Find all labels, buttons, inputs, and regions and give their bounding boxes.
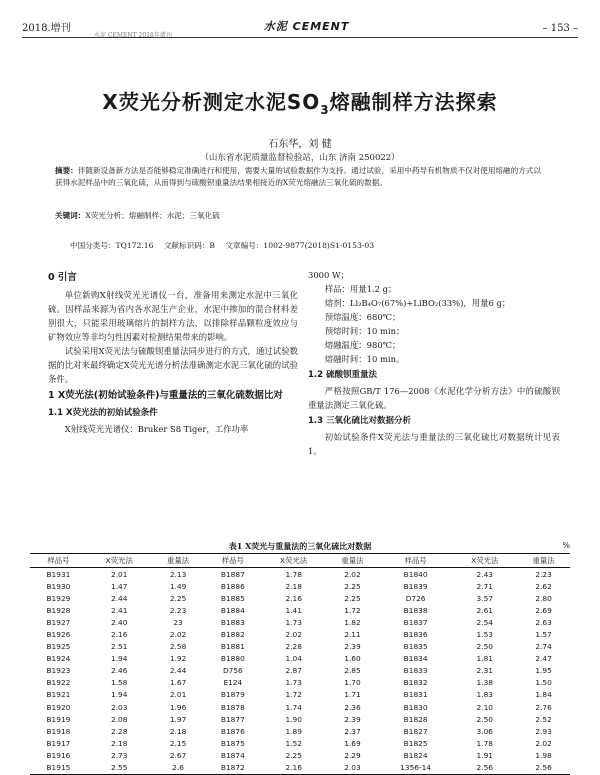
table-cell: 2.25: [344, 593, 361, 603]
table-cell: 2.44: [111, 593, 128, 603]
instrument-line: X射线荧光光谱仪：Bruker S8 Tiger，工作功率: [64, 424, 249, 434]
left-column: [48, 268, 298, 436]
table-cell: B1919: [46, 714, 71, 724]
table-cell: 2.61: [476, 605, 493, 615]
paper-title: X荧光分析测定水泥$SO_3$熔融制样方法探索: [102, 90, 498, 117]
table-cell: 3.06: [476, 726, 493, 736]
right-column: [308, 268, 560, 458]
table-header-cell: X荧光法: [87, 554, 152, 568]
table-cell: 1.04: [285, 654, 302, 664]
table-cell: 2.46: [111, 666, 128, 676]
intro-paragraph-2: 试验采用X荧光法与硫酸钡重量法同步进行的方式，通过试验数据的比对来最终确定X荧光光谱分析法准确测定水泥三氧化硫的试验条件。: [48, 346, 298, 384]
table-cell: 2.01: [111, 569, 128, 579]
table-cell: 2.10: [476, 702, 493, 712]
table-cell: 1.84: [535, 690, 552, 700]
table-cell: 1.58: [111, 678, 128, 688]
table-row: [30, 689, 570, 701]
table-cell: 2.80: [535, 593, 552, 603]
table-cell: 2.08: [111, 714, 128, 724]
table-header-cell: X荧光法: [261, 554, 326, 568]
table-cell: 1.95: [535, 666, 552, 676]
table-cell: 2.29: [344, 750, 361, 760]
table-row: [30, 713, 570, 725]
table-cell: B1923: [46, 666, 71, 676]
table-cell: 2.6: [152, 762, 205, 775]
table-row: [30, 665, 570, 677]
table-cell: 2.51: [111, 642, 128, 652]
table-cell: 2.18: [169, 726, 187, 736]
header-small-text: 水泥 CEMENT 2018年增刊: [94, 32, 172, 39]
power-line: 3000 W；: [308, 270, 349, 280]
abstract: 摘要：伴随新设备新方法是否能够稳定准确进行和使用，需要大量的试验数据作为支持。通过试验，采用中药导有机物质不仅对使用熔融的方式以获得水泥样品中的三氧化硫，从而得到与硫酸钡重量法结果相接近的X荧光熔融法三氧化硫的数据。: [55, 166, 541, 187]
table-row: [30, 641, 570, 653]
table-cell: B1881: [220, 642, 245, 652]
journal-issue: 2018.增刊: [22, 23, 71, 34]
table-cell: 1.73: [285, 678, 302, 688]
table-row: [30, 628, 570, 640]
table-cell: B1885: [220, 593, 245, 603]
table-cell: 2.54: [476, 617, 493, 627]
table-cell: 2.02: [535, 738, 552, 748]
table-cell: B1824: [403, 750, 428, 760]
table-cell: B1920: [46, 702, 71, 712]
table-cell: 1.52: [285, 738, 302, 748]
table-cell: 2.56: [452, 762, 517, 775]
table-cell: 1.57: [535, 630, 552, 640]
sample-line: 样品：用量1.2 g；: [324, 284, 397, 294]
melttime-line: 熔融时间：10 min。: [324, 354, 405, 364]
table-cell: 1.94: [111, 654, 128, 664]
table-cell: 2.28: [285, 642, 302, 652]
table-cell: B1832: [403, 678, 428, 688]
table-cell: 2.18: [285, 581, 302, 591]
table-cell: 1.72: [285, 690, 302, 700]
table-cell: 1.78: [476, 738, 493, 748]
table-header-cell: X荧光法: [452, 554, 517, 568]
table-cell: B1884: [220, 605, 245, 615]
table-cell: B1924: [46, 654, 71, 664]
table-cell: 2.55: [87, 762, 152, 775]
table-cell: B1833: [403, 666, 428, 676]
table-cell: B1931: [46, 569, 71, 579]
table-cell: B1876: [220, 726, 245, 736]
table-cell: 2.36: [344, 702, 361, 712]
table-row: [30, 616, 570, 628]
journal-logo: 水泥 CEMENT: [263, 20, 350, 33]
table-cell: 2.18: [111, 738, 128, 748]
table-cell: B1918: [46, 726, 71, 736]
table-cell: B1840: [403, 569, 428, 579]
table-cell: 2.43: [476, 569, 493, 579]
table-cell: 23: [173, 617, 183, 627]
table-cell: B1875: [220, 738, 245, 748]
table-cell: B1927: [46, 617, 71, 627]
table-header-cell: 重量法: [326, 554, 379, 568]
table-cell: B1925: [46, 642, 71, 652]
table-cell: 2.16: [261, 762, 326, 775]
table-cell: D756: [222, 666, 243, 676]
table-cell: 2.58: [169, 642, 187, 652]
table-cell: 1.98: [535, 750, 552, 760]
table-header-cell: 样品号: [204, 554, 261, 568]
table-cell: 1.81: [476, 654, 493, 664]
table-cell: 2.85: [344, 666, 361, 676]
table-row: [30, 725, 570, 737]
table-cell: 2.28: [111, 726, 128, 736]
table-cell: 1.69: [344, 738, 361, 748]
table-cell: 2.25: [285, 750, 302, 760]
table-cell: 1.47: [111, 581, 128, 591]
table-cell: 2.01: [169, 690, 187, 700]
subsection-heading: 1.1 X荧光法的初始试验条件: [48, 408, 158, 418]
table-cell: 1.71: [344, 690, 361, 700]
comparison-table: [30, 553, 570, 775]
table-cell: B1839: [403, 581, 428, 591]
table-cell: 2.23: [535, 569, 552, 579]
table-cell: 1.94: [111, 690, 128, 700]
table-cell: 1.41: [285, 605, 302, 615]
table-cell: 1.74: [285, 702, 302, 712]
section-heading: 1 X荧光法(初始试验条件)与重量法的三氧化硫数据比对: [48, 390, 283, 401]
table-cell: B1834: [403, 654, 428, 664]
table-unit: %: [562, 541, 570, 550]
table-cell: 2.03: [111, 702, 128, 712]
table-cell: 2.23: [169, 605, 187, 615]
table-cell: 2.16: [111, 630, 128, 640]
table-row: [30, 580, 570, 592]
table-cell: 1.38: [476, 678, 493, 688]
table-cell: 2.25: [169, 593, 187, 603]
table-cell: 2.52: [535, 714, 552, 724]
intro-paragraph-1: 单位新购X射线荧光光谱仪一台，准备用来测定水泥中三氧化硫。因样品来源为省内各水泥生产企业，水泥中掺加的混合材料差别很大，只能采用玻璃熔片的制样方法，以排除样品颗粒度效应与矿物效应等非均匀性因素对检测结果带来的影响。: [48, 290, 298, 342]
table-cell: B1882: [220, 630, 245, 640]
table-cell: 1.53: [476, 630, 493, 640]
table-cell: 2.87: [285, 666, 302, 676]
table-row: [30, 762, 570, 775]
table-row: [30, 592, 570, 604]
affiliation: （山东省水泥质量监督检验站，山东 济南 250022）: [200, 153, 400, 163]
table-cell: B1886: [220, 581, 245, 591]
table-cell: B1877: [220, 714, 245, 724]
table-cell: B1827: [403, 726, 428, 736]
table-cell: 2.44: [169, 666, 187, 676]
table-row: [30, 737, 570, 749]
table-cell: 2.63: [535, 617, 552, 627]
table-cell: 2.41: [111, 605, 128, 615]
classification-line: 中国分类号：TQ172.16 文献标识码：B 文章编号：1002-9877(2018)S1-0153-03: [70, 241, 375, 250]
table-caption: 表1 X荧光与重量法的三氧化硫比对数据 %: [228, 541, 570, 551]
table-cell: 1.90: [285, 714, 302, 724]
table-cell: 1.82: [344, 617, 361, 627]
table-cell: D726: [405, 593, 426, 603]
subsection-heading: 1.2 硫酸钡重量法: [308, 370, 378, 380]
section-heading: 0 引言: [48, 272, 77, 283]
table-cell: 2.37: [344, 726, 361, 736]
table-cell: B1921: [46, 690, 71, 700]
table-cell: 1.72: [344, 605, 361, 615]
table-cell: 1.73: [285, 617, 302, 627]
page-header: [22, 10, 578, 38]
table-cell: B1835: [403, 642, 428, 652]
table-cell: B1922: [46, 678, 71, 688]
table-cell: B1916: [46, 750, 71, 760]
table-cell: B1874: [220, 750, 245, 760]
table-cell: E124: [223, 678, 243, 688]
table-cell: 2.50: [476, 642, 493, 652]
table-cell: 2.13: [169, 569, 187, 579]
table-row: [30, 701, 570, 713]
table-cell: 2.25: [344, 581, 361, 591]
table-cell: 2.47: [535, 654, 552, 664]
table-cell: 1.78: [285, 569, 302, 579]
table-cell: B1836: [403, 630, 428, 640]
table-cell: B1828: [403, 714, 428, 724]
table-cell: B1825: [403, 738, 428, 748]
table-cell: 1.89: [285, 726, 302, 736]
analysis-paragraph: 初始试验条件X荧光法与重量法的三氧化硫比对数据统计见表1。: [308, 432, 560, 456]
table-cell: 2.50: [476, 714, 493, 724]
page-number: – 153 –: [542, 23, 578, 34]
flux-line: 熔剂：Li₂B₄O₇(67%)+LiBO₂(33%)，用量6 g；: [324, 298, 511, 308]
preheat-line: 预熔温度：680℃；: [324, 312, 401, 322]
table-cell: 2.76: [535, 702, 552, 712]
table-cell: 2.56: [517, 762, 570, 775]
table-cell: 1356-14: [379, 762, 452, 775]
table-cell: 2.02: [344, 569, 361, 579]
table-cell: 2.69: [535, 605, 552, 615]
table-body: [30, 568, 570, 775]
table-cell: 2.71: [476, 581, 493, 591]
table-cell: 2.31: [476, 666, 493, 676]
authors: 石东华，刘 健: [268, 139, 332, 150]
table-cell: 2.03: [326, 762, 379, 775]
table-cell: B1928: [46, 605, 71, 615]
table-cell: 2.73: [111, 750, 128, 760]
table-cell: 2.39: [344, 714, 361, 724]
table-cell: B1879: [220, 690, 245, 700]
table-cell: B1929: [46, 593, 71, 603]
table-cell: B1830: [403, 702, 428, 712]
table-header-cell: 样品号: [379, 554, 452, 568]
table-header-cell: 重量法: [152, 554, 205, 568]
table-cell: 2.40: [111, 617, 128, 627]
table-row: [30, 568, 570, 581]
table-header-cell: 样品号: [30, 554, 87, 568]
gravimetric-paragraph: 严格按照GB/T 176—2008《水泥化学分析方法》中的硫酸钡重量法测定三氧化硫。: [308, 386, 560, 410]
table-cell: 2.39: [344, 642, 361, 652]
table-cell: 2.62: [535, 581, 552, 591]
table-cell: 1.50: [535, 678, 552, 688]
table-cell: B1915: [30, 762, 87, 775]
melttemp-line: 熔融温度：980℃；: [324, 340, 401, 350]
table-cell: 2.02: [169, 630, 187, 640]
table-cell: 1.67: [169, 678, 187, 688]
table-cell: 1.96: [169, 702, 187, 712]
table-row: [30, 677, 570, 689]
table-cell: 3.57: [476, 593, 493, 603]
table-cell: 1.91: [476, 750, 493, 760]
table-cell: 2.93: [535, 726, 552, 736]
table-cell: B1837: [403, 617, 428, 627]
table-cell: 1.60: [344, 654, 361, 664]
table-cell: 2.11: [344, 630, 361, 640]
table-cell: B1872: [204, 762, 261, 775]
table-cell: 2.16: [285, 593, 302, 603]
table-cell: B1838: [403, 605, 428, 615]
table-cell: B1880: [220, 654, 245, 664]
table-cell: 1.92: [169, 654, 187, 664]
keywords: 关键词：X荧光分析；熔融制样；水泥；三氧化硫: [55, 211, 220, 220]
table-cell: 2.67: [169, 750, 187, 760]
table-cell: B1917: [46, 738, 71, 748]
table-cell: 2.15: [169, 738, 187, 748]
table-cell: 2.74: [535, 642, 552, 652]
subsection-heading: 1.3 三氧化硫比对数据分析: [308, 416, 412, 426]
table-cell: B1883: [220, 617, 245, 627]
table-row: [30, 604, 570, 616]
table-cell: 1.70: [344, 678, 361, 688]
table-cell: B1878: [220, 702, 245, 712]
table-cell: 2.02: [285, 630, 302, 640]
table-header-row: [30, 554, 570, 568]
table-cell: 1.97: [169, 714, 187, 724]
table-cell: B1887: [220, 569, 245, 579]
table-cell: B1930: [46, 581, 71, 591]
table-header-cell: 重量法: [517, 554, 570, 568]
table-row: [30, 653, 570, 665]
table-cell: B1831: [403, 690, 428, 700]
pretime-line: 预熔时间：10 min；: [324, 326, 405, 336]
table-cell: 1.49: [169, 581, 187, 591]
table-cell: B1926: [46, 630, 71, 640]
table-cell: 1.83: [476, 690, 493, 700]
